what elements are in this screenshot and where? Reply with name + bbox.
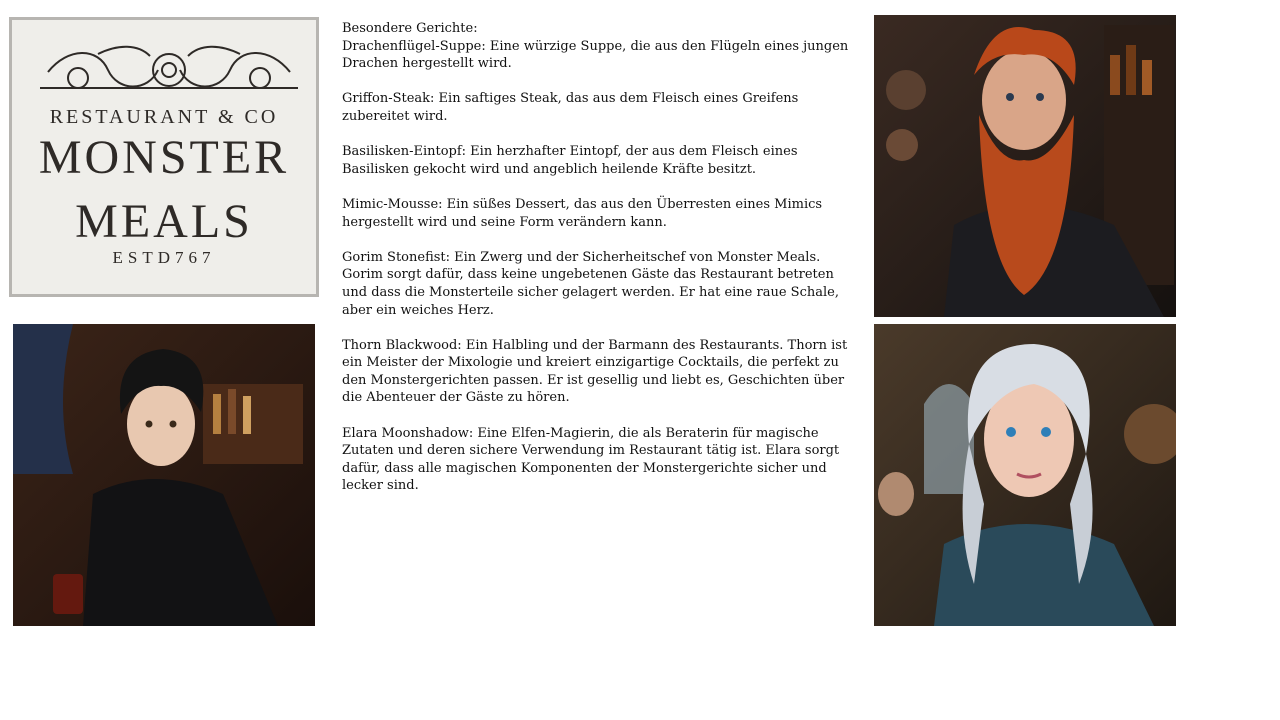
menu-item-basilisk-stew: Basilisken-Eintopf: Ein herzhafter Eintopf, der aus dem Fleisch eines Basilisken gekocht wird und angeblich heilende Kräfte besitzt. [342,144,798,177]
staff-thorn: Thorn Blackwood: Ein Halbling und der Barmann des Restaurants. Thorn ist ein Meister der Mixologie und kreiert einzigartige Cocktails, die perfekt zu den Monstergerichten passen. Er ist gesellig und liebt es, Geschichten über die Abenteuer der Gäste zu hören. [342,337,848,406]
logo-established: ESTD767 [112,248,216,267]
halfling-portrait-image [13,324,315,626]
staff-gorim: Gorim Stonefist: Ein Zwerg und der Sicherheitschef von Monster Meals. Gorim sorgt dafür, dass keine ungebetenen Gäste das Restaurant betreten und dass die Monsterteile sicher gelagert werden. Er hat eine raue Schale, aber ein weiches Herz. [342,249,839,318]
logo-title-meals: MEALS [75,195,253,248]
section-heading: Besondere Gerichte: [342,21,478,36]
menu-item-dragon-wing-soup: Drachenflügel-Suppe: Eine würzige Suppe, die aus den Flügeln eines jungen Drachen hergestellt wird. [342,38,849,72]
menu-item-mimic-mousse: Mimic-Mousse: Ein süßes Dessert, das aus den Überresten eines Mimics hergestellt wird und seine Form verändern kann. [342,196,823,230]
menu-text [342,20,856,513]
restaurant-logo [9,17,319,297]
logo-title-monster: MONSTER [38,131,290,184]
logo-tagline: RESTAURANT & CO [49,106,279,128]
dwarf-portrait-image [874,15,1176,317]
menu-item-griffon-steak: Griffon-Steak: Ein saftiges Steak, das aus dem Fleisch eines Greifens zubereitet wird. [342,91,799,124]
elf-portrait-image [874,324,1176,626]
ornament-icon [38,42,300,100]
staff-elara: Elara Moonshadow: Eine Elfen-Magierin, die als Beraterin für magische Zutaten und deren sichere Verwendung im Restaurant tätig ist. Elara sorgt dafür, dass alle magischen Komponenten der Monstergerichte sicher und lecker sind. [342,425,840,494]
